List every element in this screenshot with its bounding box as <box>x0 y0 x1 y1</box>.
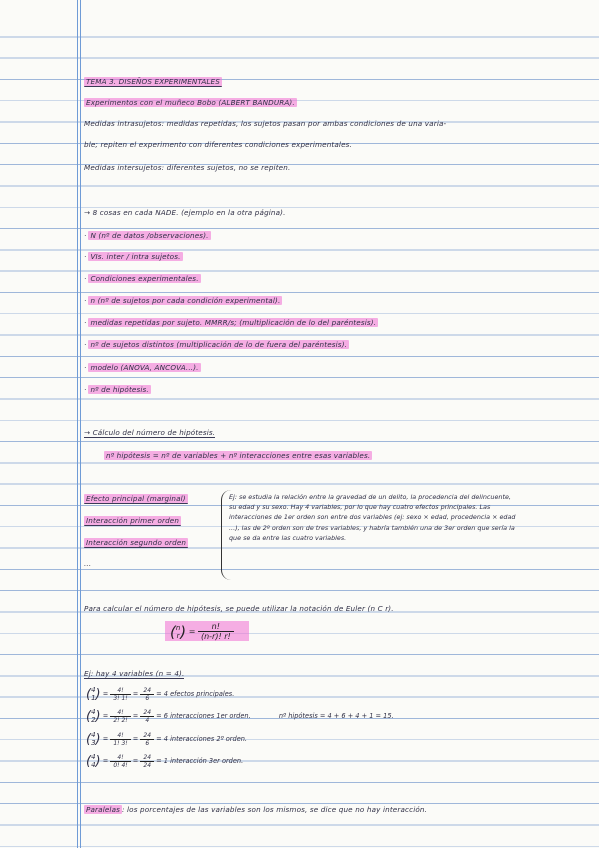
line-intersujetos: Medidas intersujetos: diferentes sujetos, no se repiten. <box>84 163 291 172</box>
thing-item: · nº de hipótesis. <box>84 385 149 394</box>
effect-item: Efecto principal (marginal) <box>86 494 186 503</box>
thing-item: · Condiciones experimentales. <box>84 274 199 283</box>
footer-note: Paralelas : los porcentajes de las variables son los mismos, se dice que no hay interacción. <box>86 805 428 814</box>
thing-item: · n (nº de sujetos por cada condición experimental). <box>84 296 281 305</box>
things-header: → 8 cosas en cada NADE. (ejemplo en la otra página). <box>84 208 286 217</box>
thing-item: · N (nº de datos /observaciones). <box>84 231 209 240</box>
thing-item: · medidas repetidas por sujeto. MMRR/s; (multiplicación de lo del paréntesis). <box>84 318 377 327</box>
example-row: (4 4) = $\frac{4!}{0! 4!}$ = $\frac{24}{24}$ = 1 interacción 3er orden. <box>86 753 244 769</box>
effect-item: ... <box>84 559 92 568</box>
example-header: Ej: hay 4 variables (n = 4). <box>84 669 185 678</box>
effect-item: Interacción segundo orden <box>86 538 187 547</box>
example-row: (4 3) = $\frac{4!}{1! 3!}$ = $\frac{24}{6}$ = 4 interacciones 2º orden. <box>86 731 248 747</box>
effect-item: Interacción primer orden <box>86 516 180 525</box>
calc-header: → Cálculo del número de hipótesis. <box>84 428 216 437</box>
thing-item: · modelo (ANOVA, ANCOVA...). <box>84 363 199 372</box>
thing-item: · VIs. inter / intra sujetos. <box>84 252 181 261</box>
example-row: (4 2) = $\frac{4!}{2! 2!}$ = $\frac{24}{4}$ = 6 interacciones 1er orden. nº hipótesis = 4 + 6 + 4 + 1 = 15. <box>86 708 394 724</box>
thing-item: · nº de sujetos distintos (multiplicación de lo de fuera del paréntesis). <box>84 340 348 349</box>
example-row: (4 1) = $\frac{4!}{3! 1!}$ = $\frac{24}{6}$ = 4 efectos principales. <box>86 686 235 702</box>
margin-line-secondary <box>80 0 81 848</box>
line-bandura: Experimentos con el muñeco Bobo (ALBERT BANDURA). <box>86 98 295 107</box>
effects-explanation: Ej: se estudia la relación entre la gravedad de un delito, la procedencia del delincuente, su edad y su sexo. Hay 4 variables, por lo que hay cuatro efectos principales. Las interacciones de 1er orden son entre dos variables (ej: sexo × edad, procedencia × edad ...), las de 2º orden son de tres variables, y habría también una de 3er orden que sería la que se da entre las cuatro variables. <box>229 493 516 542</box>
total-hypotheses: nº hipótesis = 4 + 6 + 4 + 1 = 15. <box>278 712 394 720</box>
euler-text: Para calcular el número de hipótesis, se puede utilizar la notación de Euler (n C r). <box>84 604 394 613</box>
euler-formula: (n r) = $\frac{n!}{(n-r)! r!}$ <box>170 622 234 641</box>
page-title: TEMA 3. DISEÑOS EXPERIMENTALES <box>86 77 220 86</box>
line-intrasujetos: Medidas intrasujetos: medidas repetidas, los sujetos pasan por ambas condiciones de una varia- <box>84 119 447 128</box>
calc-formula: nº hipótesis = nº de variables + nº interacciones entre esas variables. <box>106 451 371 460</box>
line-intrasujetos-cont: ble; repiten el experimento con diferentes condiciones experimentales. <box>84 140 352 149</box>
margin-line <box>77 0 78 848</box>
